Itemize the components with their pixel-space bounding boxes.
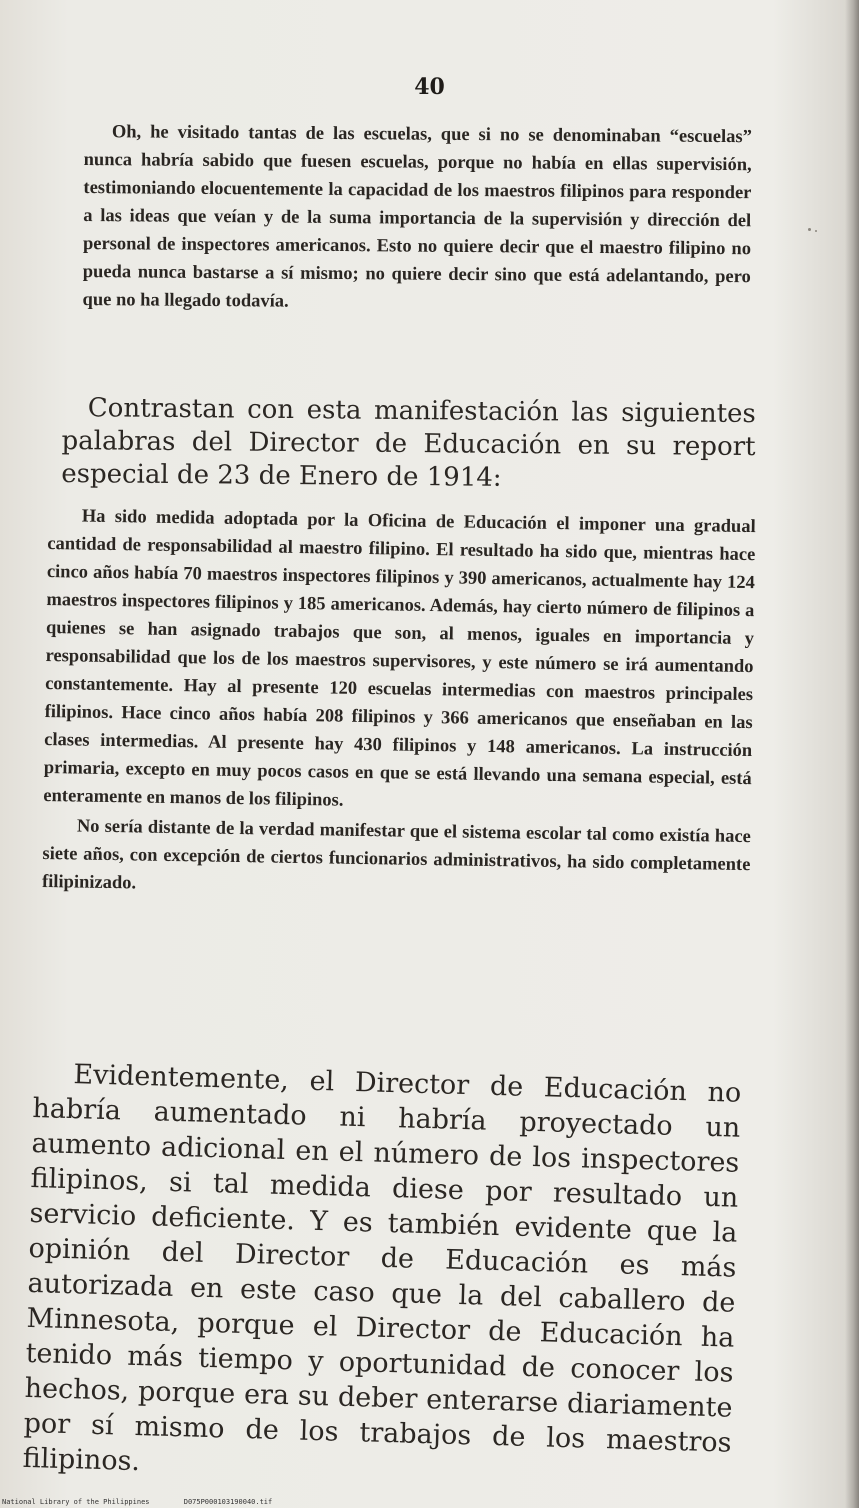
body-paragraph-1 xyxy=(61,392,756,497)
page-edge-shadow xyxy=(845,0,859,1508)
library-credit: National Library of the Philippines xyxy=(2,1498,150,1506)
body-paragraph-text: Contrastan con esta manifestación las siguientes palabras del Director de Educación en su report especial de 23 de Enero de 1914: xyxy=(61,393,756,493)
scan-speck xyxy=(815,230,817,232)
quote-block-1 xyxy=(82,118,752,319)
quote-paragraph: Oh, he visitado tantas de las escuelas, que si no se denominaban “escuelas” nunca habría sabido que fuesen escuelas, porque no había en ellas supervisión, testimoniando elocuentemente la capacidad de los maestros filipinos para responder a las ideas que veían y de la suma importancia de la supervisión y dirección del personal de inspectores americanos. Esto no quiere decir que el maestro filipino no pueda nunca bastarse a sí mismo; no quiere decir sino que está adelantando, pero que no ha llegado todavía. xyxy=(82,122,752,312)
body-paragraph-2 xyxy=(22,1056,741,1496)
scan-speck xyxy=(808,228,811,231)
file-id: D075P000103190040.tif xyxy=(183,1498,273,1506)
scan-footer xyxy=(2,1498,302,1506)
body-paragraph-text: Evidentemente, el Director de Educación no habría aumentado ni habría proyectado un aumento adicional en el número de los inspectores filipinos, si tal medida diese por resultado un servicio deficiente. Y es también evidente que la opinión del Director de Educación es más autorizada en este caso que la del caballero de Minnesota, porque el Director de Educación ha tenido más tiempo y oportunidad de conocer los hechos, porque era su deber enterarse diariamente por sí mismo de los trabajos de los maestros filipinos. xyxy=(22,1059,742,1478)
quote-block-2 xyxy=(42,502,756,909)
quote-paragraph: No sería distante de la verdad manifestar que el sistema escolar tal como existía hace siete años, con excepción de ciertos funcionarios administrativos, ha sido completamente filipinizado. xyxy=(41,816,751,894)
page-number: 40 xyxy=(414,74,445,100)
quote-paragraph: Ha sido medida adoptada por la Oficina de Educación el imponer una gradual cantidad de responsabilidad al maestro filipino. El resultado ha sido que, mientras hace cinco años había 70 maestros inspectores filipinos y 390 americanos, actualmente hay 124 maestros inspectores filipinos y 185 americanos. Además, hay cierto número de filipinos a quienes se han asignado trabajos que son, al menos, iguales en importancia y responsabilidad que los de los maestros supervisores, y este número se irá aumentando constantemente. Hay al presente 120 escuelas intermedias con maestros principales filipinos. Hace cinco años había 208 filipinos y 366 americanos que enseñaban en las clases intermedias. Al presente hay 430 filipinos y 148 americanos. La instrucción primaria, excepto en muy pocos casos en que se está llevando una semana especial, está enteramente en manos de los filipinos. xyxy=(43,506,756,811)
